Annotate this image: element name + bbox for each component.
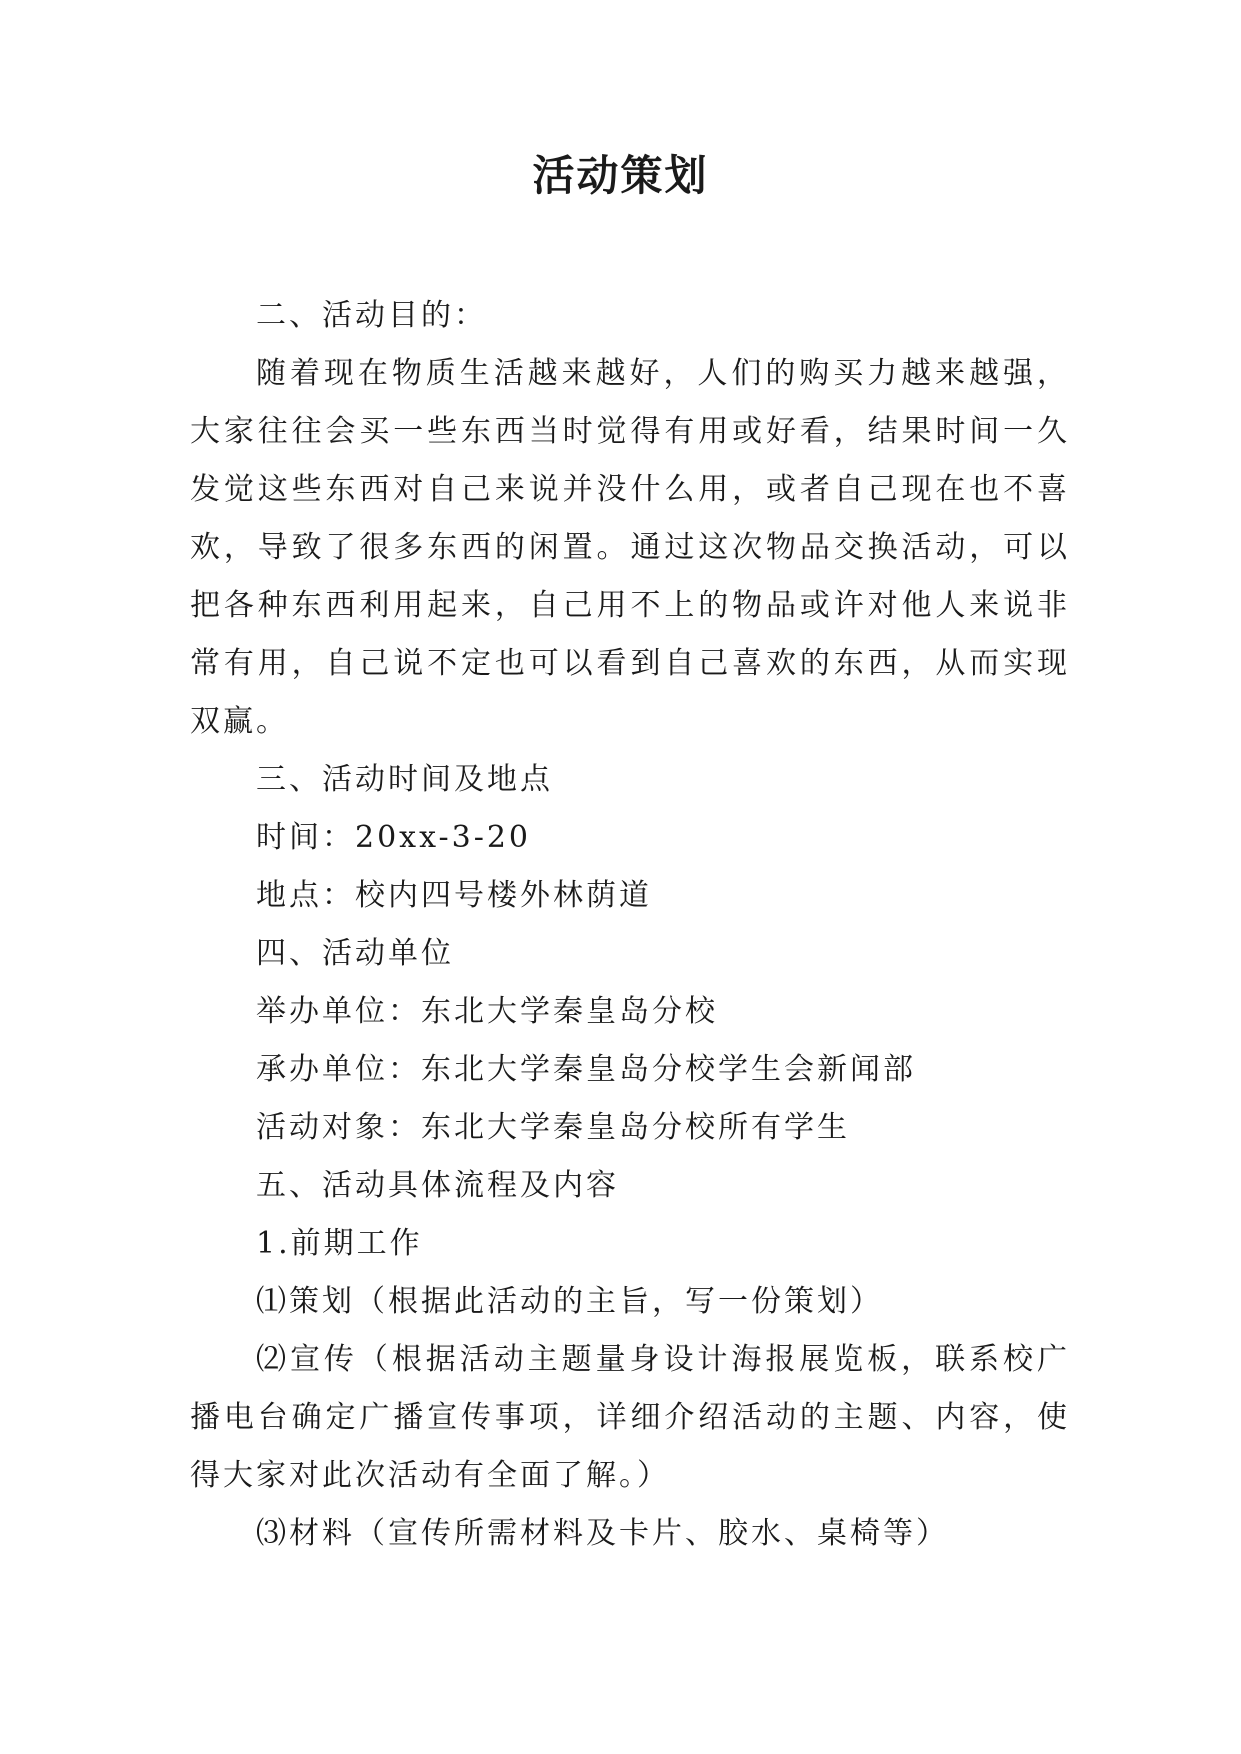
document-title: 活动策划 (532, 151, 709, 200)
undertaker-line: 承办单位：东北大学秦皇岛分校学生会新闻部 (256, 1052, 916, 1087)
section-heading-units: 四、活动单位 (256, 936, 454, 971)
publicity-item: ⑵宣传（根据活动主题量身设计海报展览板，联系校广播电台确定广播宣传事项，详细介绍活动的主题、内容，使得大家对此次活动有全面了解。） (190, 1342, 1070, 1493)
audience-line: 活动对象：东北大学秦皇岛分校所有学生 (256, 1110, 850, 1145)
planning-item: ⑴策划（根据此活动的主旨，写一份策划） (256, 1284, 883, 1319)
section-heading-purpose: 二、活动目的： (256, 298, 487, 333)
document-body (190, 287, 1070, 1563)
materials-item: ⑶材料（宣传所需材料及卡片、胶水、桌椅等） (256, 1516, 949, 1551)
section-heading-time-place: 三、活动时间及地点 (256, 762, 553, 797)
preparation-heading: 1.前期工作 (256, 1226, 423, 1261)
purpose-paragraph: 随着现在物质生活越来越好，人们的购买力越来越强，大家往往会买一些东西当时觉得有用或好看，结果时间一久发觉这些东西对自己来说并没什么用，或者自己现在也不喜欢，导致了很多东西的闲置。通过这次物品交换活动，可以把各种东西利用起来，自己用不上的物品或许对他人来说非常有用，自己说不定也可以看到自己喜欢的东西，从而实现双赢。 (190, 356, 1070, 739)
place-line: 地点：校内四号楼外林荫道 (256, 878, 652, 913)
organizer-line: 举办单位：东北大学秦皇岛分校 (256, 994, 718, 1029)
section-heading-process: 五、活动具体流程及内容 (256, 1168, 619, 1203)
time-line: 时间：20xx-3-20 (256, 820, 532, 855)
